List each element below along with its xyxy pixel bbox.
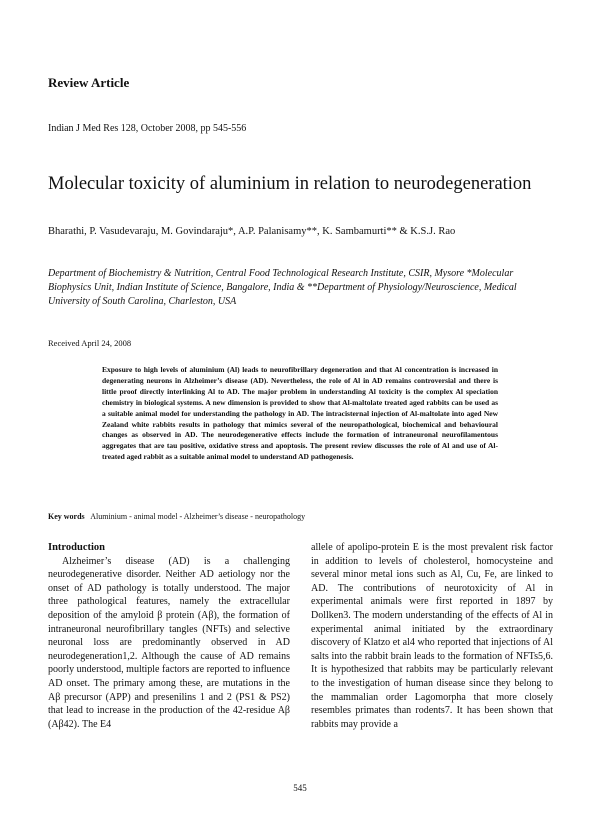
article-type: Review Article	[48, 75, 130, 90]
keywords-label: Key words	[48, 512, 85, 521]
body-column-left	[48, 541, 290, 731]
affiliations: Department of Biochemistry & Nutrition, Central Food Technological Research Institute, CSIR, Mysore *Molecular Biophysics Unit, Indian Institute of Science, Bangalore, India & **Department of Physiology/Neuroscience, Medical University of South Carolina, Charleston, USA	[48, 268, 517, 307]
page-number: 545	[293, 783, 307, 793]
article-title: Molecular toxicity of aluminium in relation to neurodegeneration	[48, 174, 532, 194]
section-heading-introduction: Introduction	[48, 542, 105, 553]
keywords-line	[48, 512, 558, 521]
author-list: Bharathi, P. Vasudevaraju, M. Govindaraju*, A.P. Palanisamy**, K. Sambamurti** & K.S.J. Rao	[48, 226, 456, 237]
abstract: Exposure to high levels of aluminium (Al) leads to neurofibrillary degeneration and that Al concentration is increased in degenerating neurons in Alzheimer’s disease (AD). Nevertheless, the role of Al in AD remains controversial and there is little proof directly interlinking Al to AD. The major problem in understanding Al toxicity is the complex Al speciation chemistry in biological systems. A new dimension is provided to show that Al-maltolate treated aged rabbits can be used as a suitable animal model for understanding the pathology in AD. The intracisternal injection of Al-maltolate into aged New Zealand white rabbits results in pathology that mimics several of the neuropathological, biochemical and behavioural changes as observed in AD. The neurodegenerative effects include the formation of intraneuronal neurofilamentous aggregates that are tau positive, oxidative stress and apoptosis. The present review discusses the role of Al and use of Al-treated aged rabbit as a suitable animal model to understand AD pathogenesis.	[102, 365, 498, 462]
received-date: Received April 24, 2008	[48, 338, 132, 348]
body-paragraph-left: Alzheimer’s disease (AD) is a challenging neurodegenerative disorder. Neither AD aetiology nor the onset of AD pathology is totally understood. The major three pathological features, namely the extracellular deposition of the amyloid β protein (Aβ), the formation of intraneuronal neurofibrillary tangles (NFTs) and selective neuronal loss are predominantly observed in AD neurodegeneration1,2. Although the cause of AD remains poorly understood, multiple factors are reported to influence AD onset. The primary among these, are mutations in the Aβ precursor (APP) and presenilins 1 and 2 (PS1 & PS2) that lead to increase in the production of the 42-residue Aβ (Aβ42). The E4	[48, 555, 290, 730]
body-paragraph-right: allele of apolipo-protein E is the most prevalent risk factor in addition to levels of cholesterol, homocysteine and several minor metal ions such as Al, Cu, Fe, are linked to AD. The contributions of neurotoxicity of Al in experimental animals were first reported in 1897 by Dollken3. The modern understanding of the effects of Al in experimental animal initiated by the extraordinary discovery of Klatzo et al4 who reported that injections of Al salts into the rabbit brain leads to the formation of NFTs5,6. It is hypothesized that rabbits may be particularly relevant to the investigation of human disease since they belong to the mammalian order Lagomorpha that more closely resembles primates than rodents7. It has been shown that rabbits may provide a	[311, 542, 553, 730]
keywords-text: Aluminium - animal model - Alzheimer’s disease - neuropathology	[90, 512, 306, 521]
journal-citation: Indian J Med Res 128, October 2008, pp 545-556	[48, 123, 247, 134]
body-column-right	[311, 541, 553, 731]
